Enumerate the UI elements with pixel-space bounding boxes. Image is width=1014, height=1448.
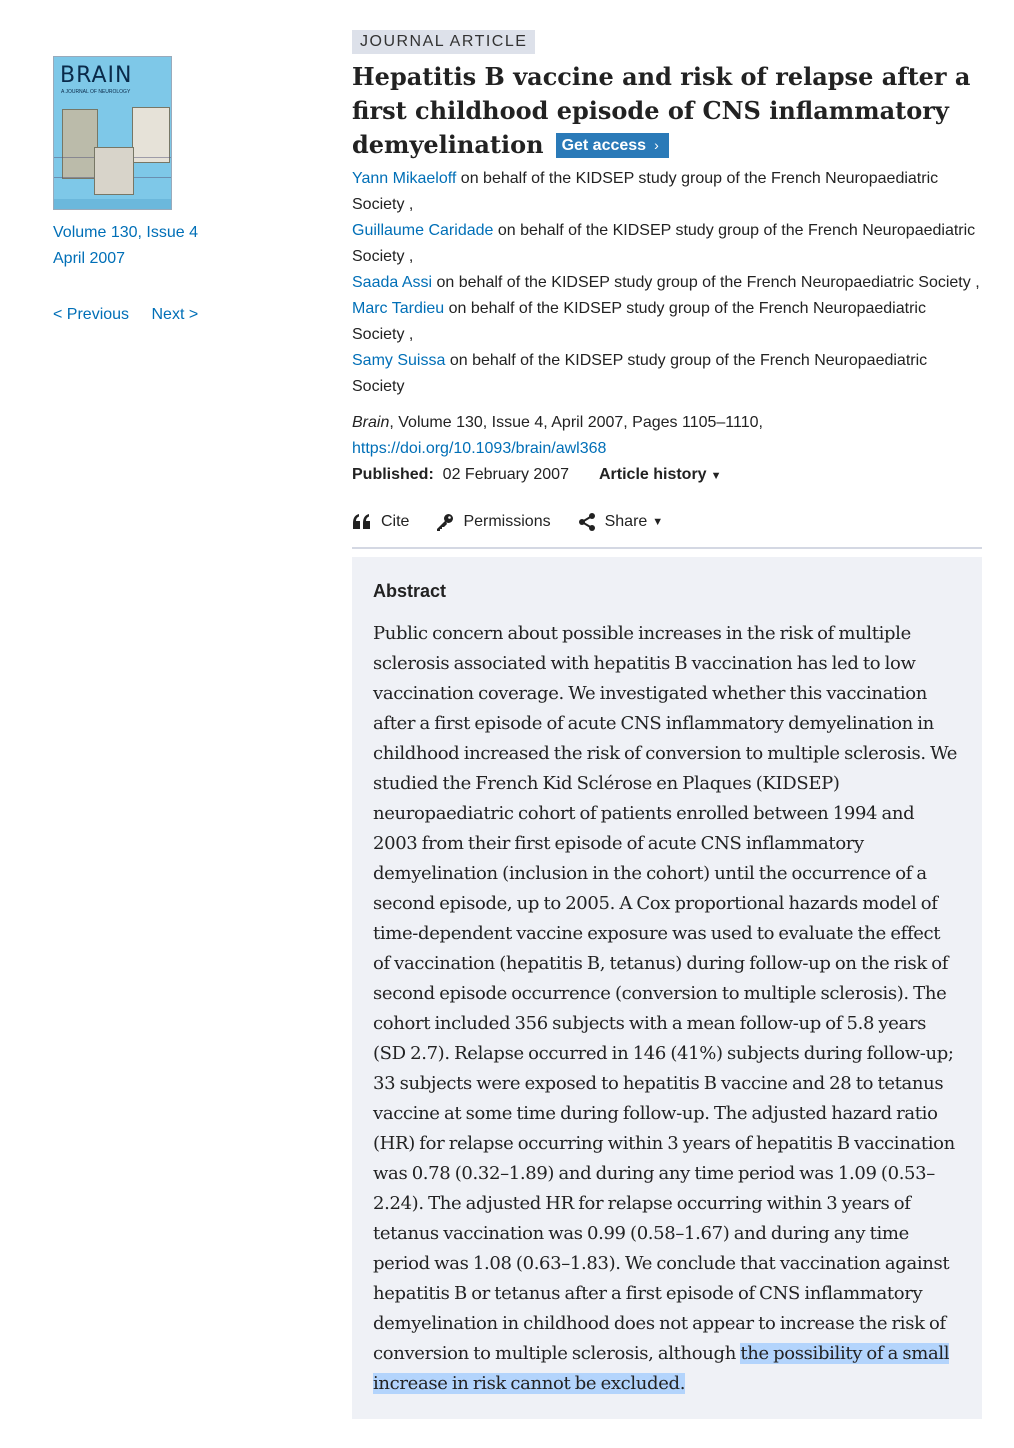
author-name-link[interactable]: Saada Assi <box>352 274 433 291</box>
doi-link[interactable]: https://doi.org/10.1093/brain/awl368 <box>352 440 607 457</box>
previous-article-link[interactable]: < Previous <box>53 306 130 323</box>
caret-down-icon: ▼ <box>652 516 664 528</box>
get-access-button[interactable] <box>556 133 669 158</box>
volume-issue-link[interactable]: Volume 130, Issue 4 <box>53 224 198 241</box>
abstract-text <box>373 619 960 1399</box>
cite-label: Cite <box>381 513 410 530</box>
published-date: 02 February 2007 <box>442 466 569 483</box>
permissions-button[interactable] <box>436 513 550 531</box>
abstract-body: Public concern about possible increases in the risk of multiple sclerosis associated with hepatitis B vaccination has led to low vaccination coverage. We investigated whether this vaccination after a first episode of acute CNS inflammatory demyelination in childhood increased the risk of conversion to multiple sclerosis. We studied the French Kid Sclérose en Plaques (KIDSEP) neuropaediatric cohort of patients enrolled between 1994 and 2003 from their first episode of acute CNS inflammatory demyelination (inclusion in the cohort) until the occurrence of a second episode, up to 2005. A Cox proportional hazards model of time-dependent vaccine exposure was used to evaluate the effect of vaccination (hepatitis B, tetanus) during follow-up on the risk of second episode occurrence (conversion to multiple sclerosis). The cohort included 356 subjects with a mean follow-up of 5.8 years (SD 2.7). Relapse occurred in 146 (41%) subjects during follow-up; 33 subjects were exposed to hepatitis B vaccine and 28 to tetanus vaccine at some time during follow-up. The adjusted hazard ratio (HR) for relapse occurring within 3 years of hepatitis B vaccination was 0.78 (0.32–1.89) and during any time period was 1.09 (0.53–2.24). The adjusted HR for relapse occurring within 3 years of tetanus vaccination was 0.99 (0.58–1.67) and during any time period was 1.08 (0.63–1.83). We conclude that vaccination against hepatitis B or tetanus after a first episode of CNS inflammatory demyelination in childhood does not appear to increase the risk of conversion to multiple sclerosis, although <box>373 623 958 1364</box>
key-icon <box>436 513 454 531</box>
caret-down-icon: ▼ <box>710 470 722 482</box>
author-entry <box>352 218 982 270</box>
author-name-link[interactable]: Marc Tardieu <box>352 300 445 317</box>
quote-icon <box>352 514 372 530</box>
journal-name: Brain <box>352 414 390 431</box>
cover-title: BRAIN <box>60 63 133 88</box>
journal-cover-image[interactable] <box>53 56 172 210</box>
article-history-label: Article history <box>598 466 707 483</box>
share-label: Share <box>604 513 648 530</box>
left-column <box>53 56 253 324</box>
author-entry <box>352 348 982 400</box>
author-affiliation: on behalf of the KIDSEP study group of the French Neuropaediatric Society , <box>352 170 939 213</box>
citation-line <box>352 410 982 436</box>
issue-info <box>53 220 253 272</box>
author-affiliation: on behalf of the KIDSEP study group of the French Neuropaediatric Society , <box>352 222 976 265</box>
author-entry <box>352 166 982 218</box>
issue-date-link[interactable]: April 2007 <box>53 250 126 267</box>
cover-portrait-3 <box>132 107 170 163</box>
cover-subtitle: A JOURNAL OF NEUROLOGY <box>61 89 131 95</box>
cover-footer <box>54 199 172 209</box>
article-title-text: Hepatitis B vaccine and risk of relapse after a first childhood episode of CNS inflammatory demyelination <box>352 62 971 159</box>
author-list <box>352 166 982 400</box>
article-type-tag: JOURNAL ARTICLE <box>352 30 535 54</box>
author-entry <box>352 296 982 348</box>
abstract-heading: Abstract <box>373 581 447 601</box>
cite-button[interactable] <box>352 513 409 531</box>
author-affiliation: on behalf of the KIDSEP study group of the French Neuropaediatric Society <box>352 352 928 395</box>
next-article-link[interactable]: Next > <box>151 306 199 323</box>
doi-line <box>352 436 982 462</box>
article-history-toggle[interactable] <box>599 466 721 483</box>
author-entry <box>352 270 982 296</box>
get-access-label: Get access <box>561 137 647 154</box>
author-affiliation: on behalf of the KIDSEP study group of the French Neuropaediatric Society , <box>432 274 980 291</box>
author-name-link[interactable]: Samy Suissa <box>352 352 446 369</box>
author-affiliation: on behalf of the KIDSEP study group of the French Neuropaediatric Society , <box>352 300 926 343</box>
issue-pagination <box>53 306 253 324</box>
author-name-link[interactable]: Guillaume Caridade <box>352 222 494 239</box>
permissions-label: Permissions <box>463 513 551 530</box>
cover-portrait-2 <box>94 147 134 195</box>
article-header <box>352 30 982 1419</box>
published-label: Published: <box>352 466 434 483</box>
cover-portrait-1 <box>62 109 98 179</box>
share-button[interactable] <box>578 513 664 531</box>
published-line <box>352 462 982 489</box>
article-actions-bar <box>352 513 982 549</box>
selected-text: the possibility of a small increase in risk cannot be excluded. <box>373 1343 950 1394</box>
author-name-link[interactable]: Yann Mikaeloff <box>352 170 457 187</box>
chevron-right-icon: › <box>654 137 659 153</box>
article-title <box>352 60 982 162</box>
share-icon <box>578 513 596 531</box>
citation-details: , Volume 130, Issue 4, April 2007, Pages 1105–1110, <box>389 414 763 431</box>
abstract-section <box>352 557 982 1419</box>
